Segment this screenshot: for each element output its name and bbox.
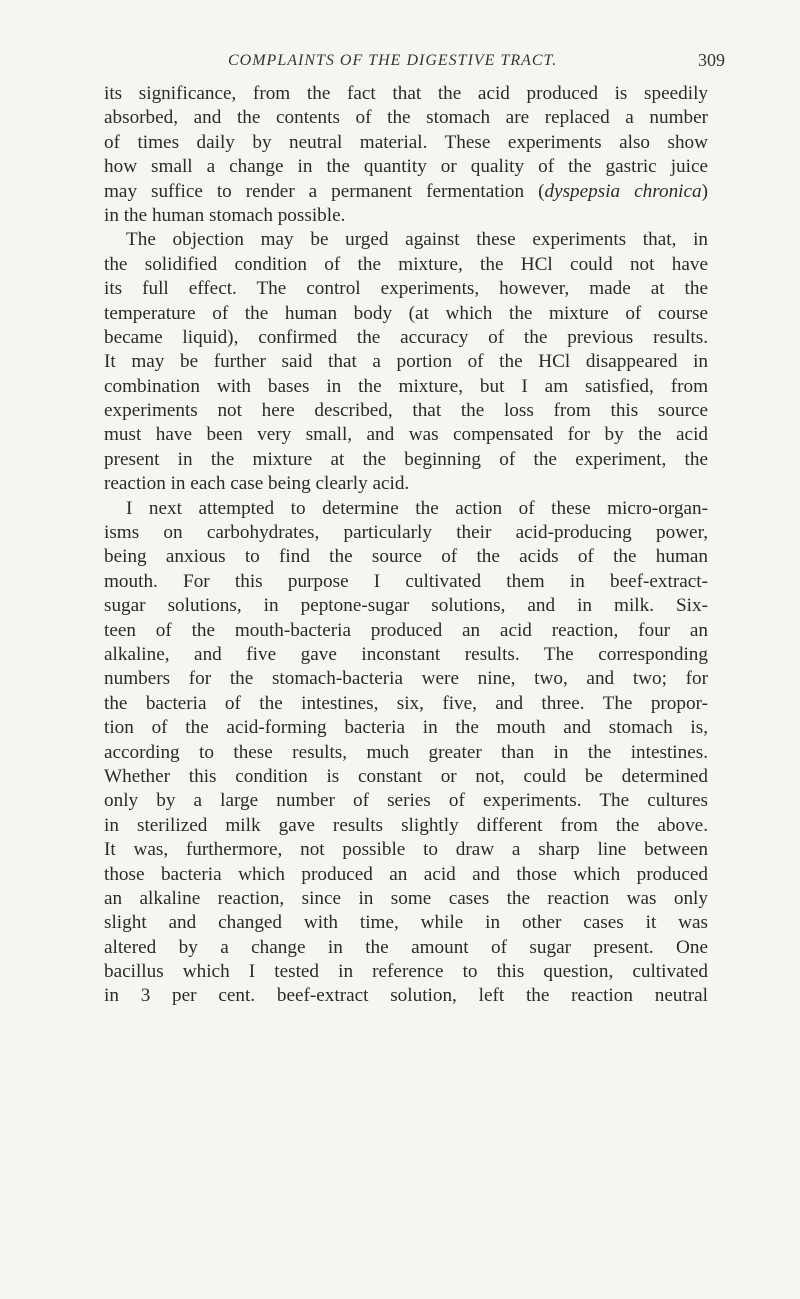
- text-line: tion of the acid-forming bacteria in the mouth and stomach is,: [104, 717, 708, 739]
- text-line: in the human stomach possible.: [104, 204, 346, 226]
- text-line: temperature of the human body (at which the mixture of course: [104, 302, 708, 324]
- text-line: slight and changed with time, while in other cases it was: [104, 912, 708, 934]
- text-line: being anxious to find the source of the acids of the human: [104, 546, 708, 568]
- text-line: its full effect. The control experiments, however, made at the: [104, 278, 708, 300]
- text-line: absorbed, and the contents of the stomach are replaced a number: [104, 107, 708, 129]
- text-line: only by a large number of series of experiments. The cultures: [104, 790, 708, 812]
- text-line: those bacteria which produced an acid and those which produced: [104, 863, 708, 885]
- text-line: bacillus which I tested in reference to this question, cultivated: [104, 961, 708, 983]
- text-line: became liquid), confirmed the accuracy of the previous results.: [104, 326, 708, 348]
- text-fragment: may suffice to render a permanent fermentation (: [104, 180, 545, 202]
- text-line: an alkaline reaction, since in some cases the reaction was only: [104, 887, 708, 909]
- text-line: sugar solutions, in peptone-sugar solutions, and in milk. Six-: [104, 595, 708, 617]
- text-fragment: ): [701, 180, 708, 202]
- text-line: according to these results, much greater than in the intestines.: [104, 741, 708, 763]
- text-line: of times daily by neutral material. These experiments also show: [104, 131, 708, 153]
- text-line: the solidified condition of the mixture, the HCl could not have: [104, 253, 708, 275]
- paragraph-start-line: I next attempted to determine the action of these micro-organ-: [126, 497, 708, 519]
- text-line: reaction in each case being clearly acid.: [104, 473, 410, 495]
- text-line: combination with bases in the mixture, but I am satisfied, from: [104, 375, 708, 397]
- text-line: Whether this condition is constant or not, could be determined: [104, 765, 708, 787]
- body-text: [104, 82, 708, 1009]
- text-line: the bacteria of the intestines, six, five, and three. The propor-: [104, 692, 708, 714]
- running-head: COMPLAINTS OF THE DIGESTIVE TRACT.: [228, 52, 558, 69]
- text-line: teen of the mouth-bacteria produced an acid reaction, four an: [104, 619, 708, 641]
- text-line: alkaline, and five gave inconstant results. The corresponding: [104, 643, 708, 665]
- text-line: in sterilized milk gave results slightly different from the above.: [104, 814, 708, 836]
- text-line: numbers for the stomach-bacteria were nine, two, and two; for: [104, 668, 708, 690]
- text-line: in 3 per cent. beef-extract solution, left the reaction neutral: [104, 985, 708, 1007]
- paragraph-start-line: The objection may be urged against these experiments that, in: [126, 229, 708, 251]
- text-line: mouth. For this purpose I cultivated them in beef-extract-: [104, 570, 708, 592]
- page-number: 309: [698, 50, 725, 70]
- text-line-with-italic: [104, 180, 708, 204]
- text-line: experiments not here described, that the loss from this source: [104, 400, 708, 422]
- text-line: must have been very small, and was compensated for by the acid: [104, 424, 708, 446]
- text-line: how small a change in the quantity or quality of the gastric juice: [104, 156, 708, 178]
- text-line: present in the mixture at the beginning of the experiment, the: [104, 448, 708, 470]
- text-line: isms on carbohydrates, particularly their acid-producing power,: [104, 522, 708, 544]
- text-line: altered by a change in the amount of sugar present. One: [104, 936, 708, 958]
- text-line: It was, furthermore, not possible to draw a sharp line between: [104, 839, 708, 861]
- text-line: its significance, from the fact that the acid produced is speedily: [104, 83, 708, 104]
- italic-term: dyspepsia chronica: [544, 180, 702, 202]
- text-line: It may be further said that a portion of the HCl disappeared in: [104, 351, 708, 373]
